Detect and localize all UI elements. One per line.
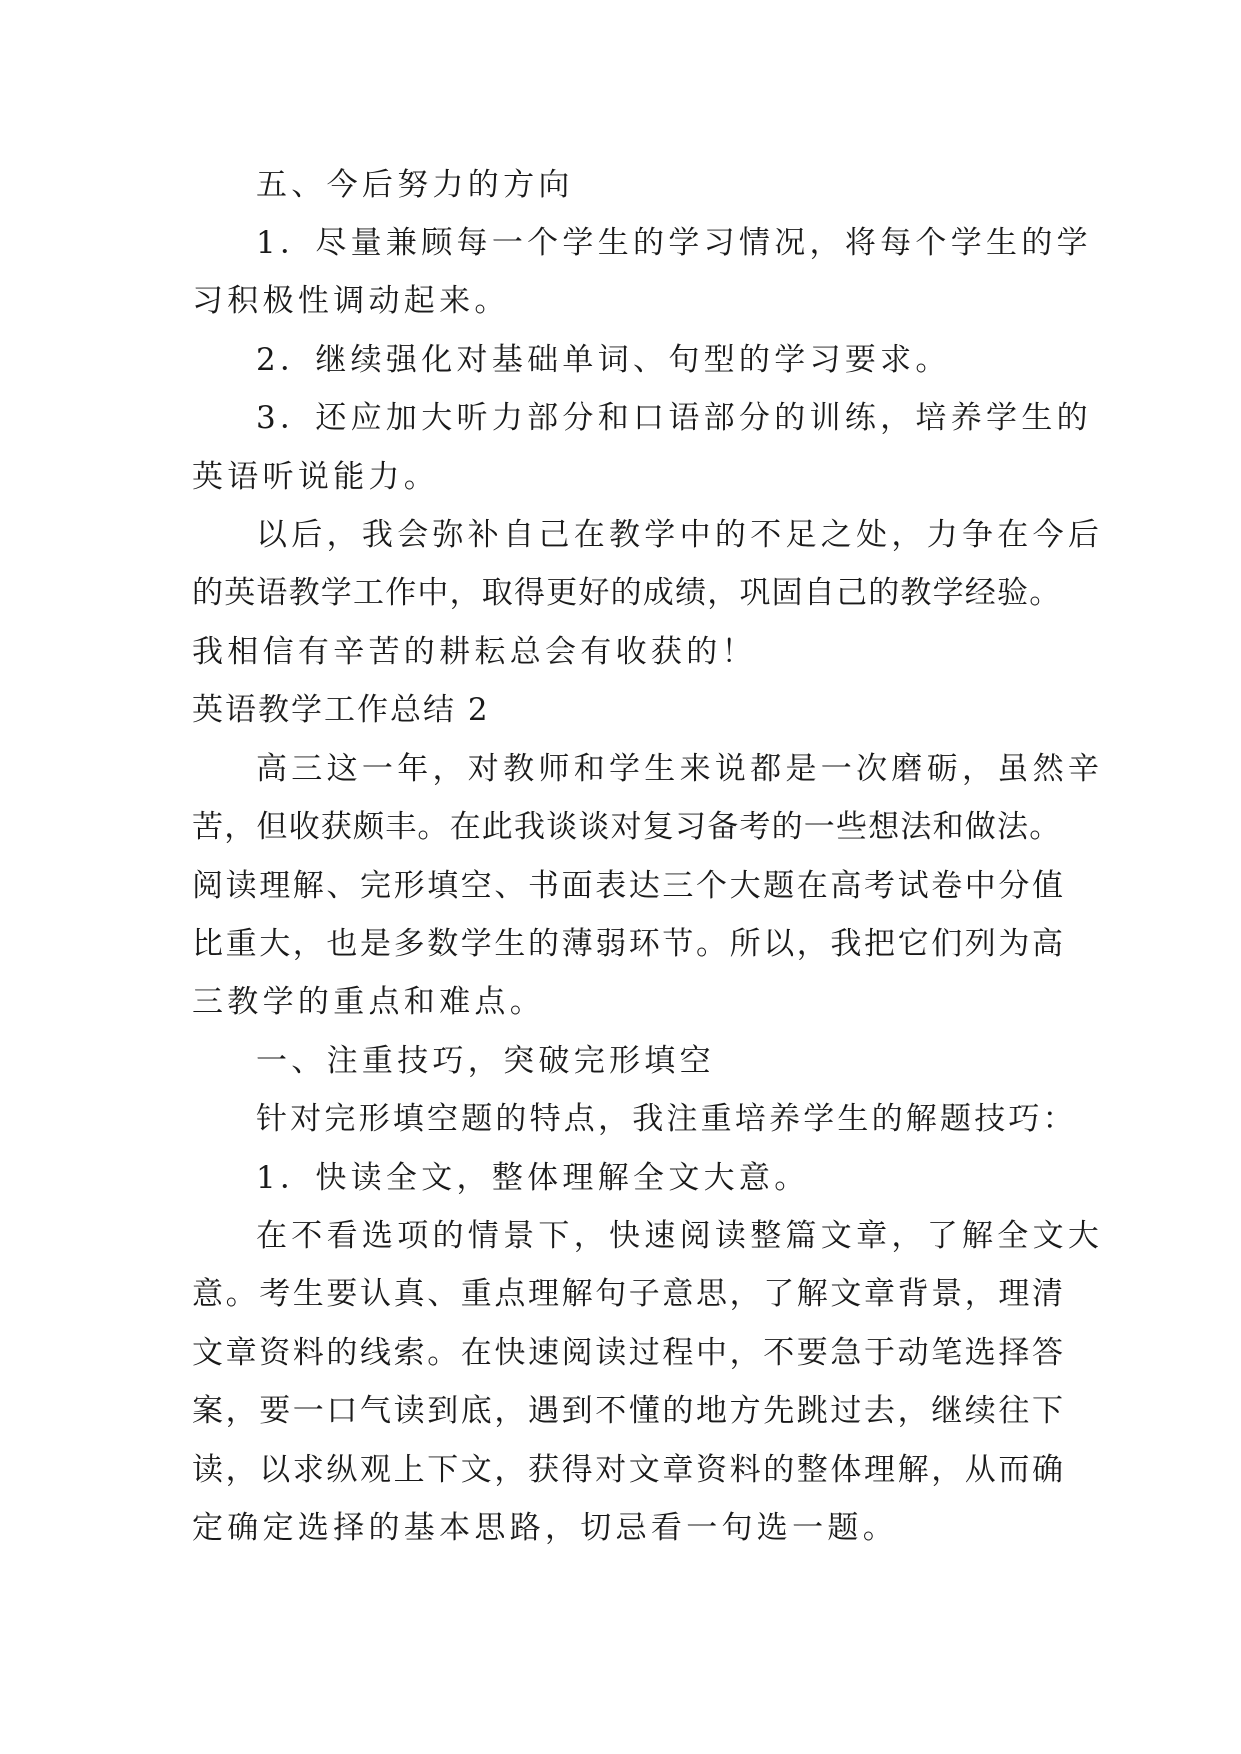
text-line: 我相信有辛苦的耕耘总会有收获的！ [192, 634, 757, 670]
text-line: 读，以求纵观上下文，获得对文章资料的整体理解，从而确 [192, 1452, 1066, 1488]
text-line: 英语听说能力。 [192, 459, 440, 495]
paragraph-start: 以后，我会弥补自己在教学中的不足之处，力争在今后 [256, 517, 1104, 553]
text-line: 阅读理解、完形填空、书面表达三个大题在高考试卷中分值 [192, 868, 1066, 904]
document-title: 英语教学工作总结 2 [192, 692, 490, 728]
list-item: 1．快读全文，整体理解全文大意。 [256, 1160, 810, 1196]
text-line: 三教学的重点和难点。 [192, 984, 545, 1020]
list-item: 1．尽量兼顾每一个学生的学习情况，将每个学生的学 [256, 225, 1092, 261]
list-item: 2．继续强化对基础单词、句型的学习要求。 [256, 342, 951, 378]
text-line: 文章资料的线索。在快速阅读过程中，不要急于动笔选择答 [192, 1335, 1066, 1371]
text-line: 案，要一口气读到底，遇到不懂的地方先跳过去，继续往下 [192, 1393, 1066, 1429]
text-line: 的英语教学工作中，取得更好的成绩，巩固自己的教学经验。 [192, 575, 1062, 611]
text-line: 定确定选择的基本思路，切忌看一句选一题。 [192, 1510, 898, 1546]
section-heading: 一、注重技巧，突破完形填空 [256, 1043, 715, 1079]
text-line: 习积极性调动起来。 [192, 283, 510, 319]
text-line: 比重大，也是多数学生的薄弱环节。所以，我把它们列为高 [192, 926, 1066, 962]
text-line: 苦，但收获颇丰。在此我谈谈对复习备考的一些想法和做法。 [192, 809, 1062, 845]
section-heading: 五、今后努力的方向 [256, 167, 574, 203]
paragraph-start: 针对完形填空题的特点，我注重培养学生的解题技巧： [256, 1101, 1077, 1137]
list-item: 3．还应加大听力部分和口语部分的训练，培养学生的 [256, 400, 1092, 436]
text-line: 意。考生要认真、重点理解句子意思，了解文章背景，理清 [192, 1276, 1066, 1312]
paragraph-start: 高三这一年，对教师和学生来说都是一次磨砺，虽然辛 [256, 751, 1104, 787]
paragraph-start: 在不看选项的情景下，快速阅读整篇文章，了解全文大 [256, 1218, 1104, 1254]
